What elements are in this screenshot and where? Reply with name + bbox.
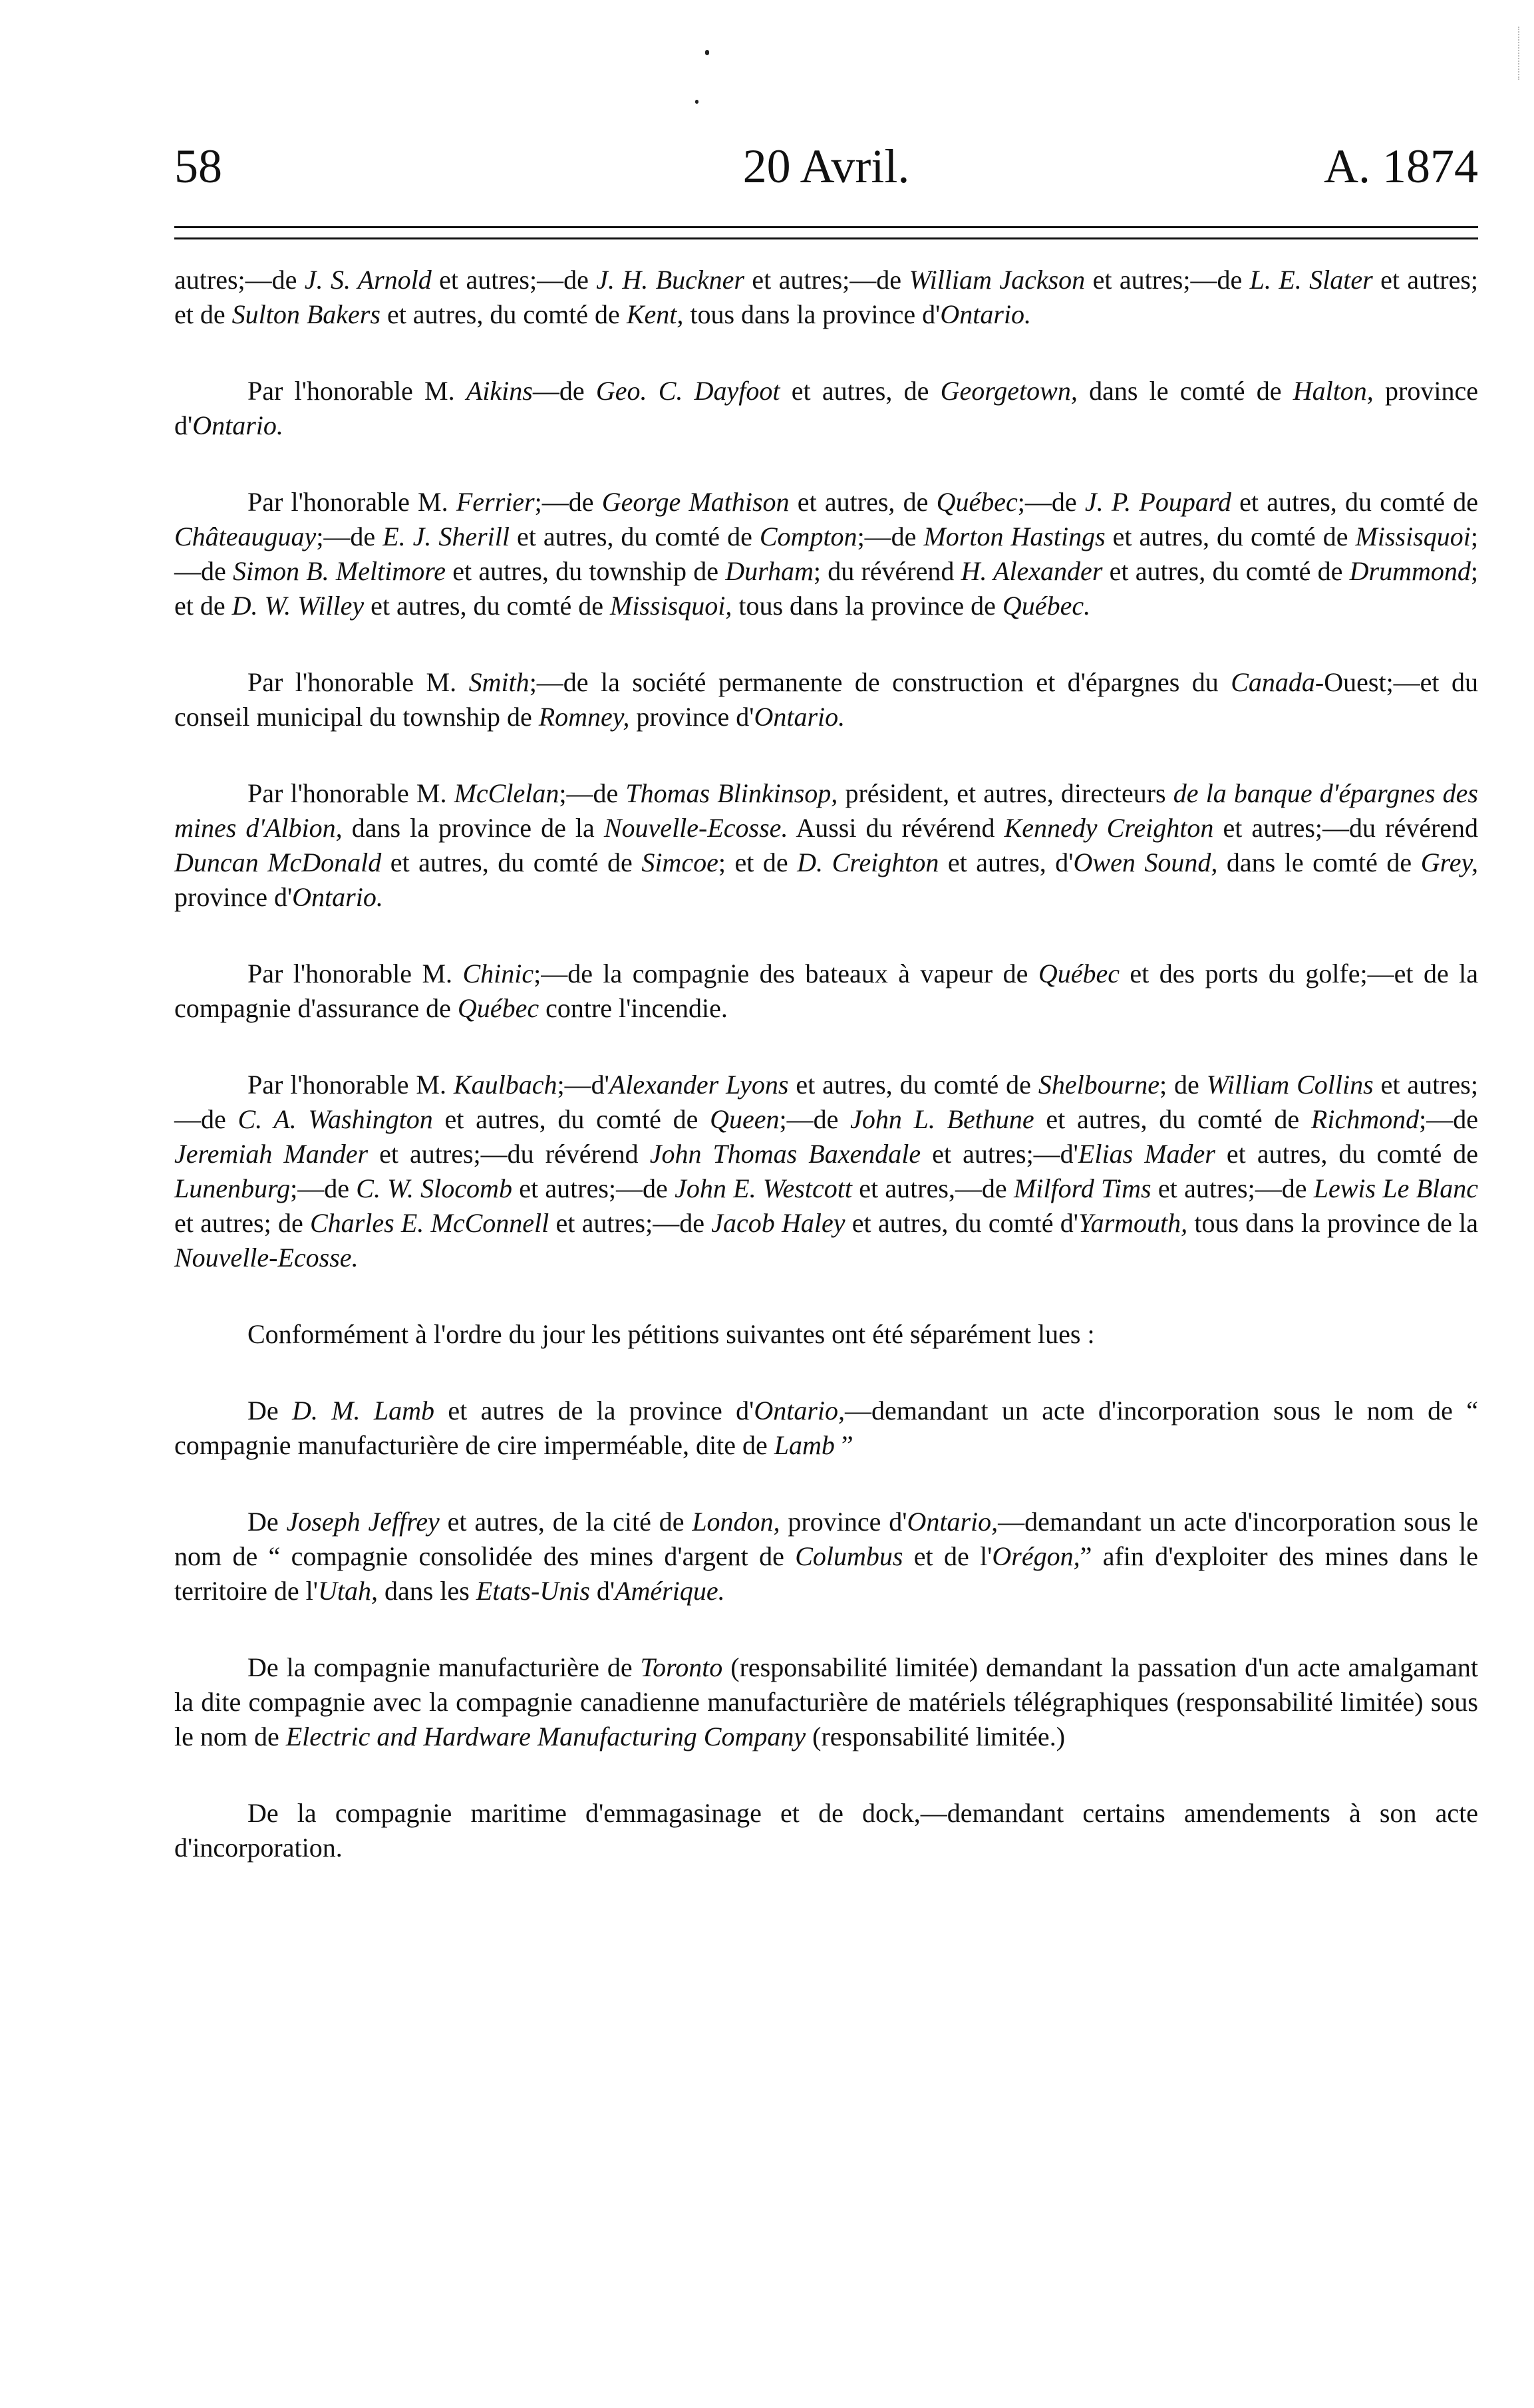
italic-text: J. P. Poupard: [1084, 487, 1231, 517]
print-speck: [695, 100, 698, 104]
italic-text: Duncan McDonald: [174, 847, 382, 877]
italic-text: Châteauguay: [174, 522, 317, 551]
italic-text: Ferrier: [456, 487, 535, 517]
paragraph: [174, 957, 1478, 1026]
text-run: ;—d': [557, 1070, 609, 1100]
text-run: (responsabilité limitée) demandant la passation d'un acte amalgamant la dite compagnie avec la compagnie canadienne manufacturière de matériels télégraphiques (responsabilité limitée) sous le nom de: [174, 1652, 1478, 1751]
paragraph: [174, 1394, 1478, 1463]
italic-text: John Thomas Baxendale: [649, 1139, 921, 1169]
italic-text: Smith: [468, 667, 530, 697]
text-run: et autres de la province d': [434, 1396, 754, 1426]
italic-text: D. Creighton: [797, 847, 939, 877]
italic-text: Columbus: [795, 1541, 903, 1571]
italic-text: Simon B. Meltimore: [233, 556, 446, 586]
margin-marks: [1518, 27, 1527, 80]
page-date: 20 Avril.: [742, 140, 910, 193]
paragraph: [174, 1505, 1478, 1608]
italic-text: Lunenburg: [174, 1173, 291, 1203]
text-run: —demandant un acte d'incorporation sous le nom de “ compagnie manufacturière de cire imperméable, dite de: [174, 1396, 1478, 1460]
italic-text: J. S. Arnold: [304, 265, 432, 295]
italic-text: Lewis Le Blanc: [1313, 1173, 1479, 1203]
italic-text: D. W. Willey: [231, 591, 365, 621]
text-run: et autres;—du révérend: [368, 1139, 650, 1169]
text-run: De la compagnie maritime d'emmagasinage et de dock,—demandant certains amendements à son acte d'incorporation.: [174, 1798, 1478, 1863]
italic-text: McClelan: [454, 778, 559, 808]
italic-text: Compton: [759, 522, 857, 551]
italic-text: Richmond: [1310, 1104, 1420, 1134]
text-run: ;—de: [290, 1173, 357, 1203]
text-run: tous dans la province de la: [1187, 1208, 1478, 1238]
italic-text: Charles E. McConnell: [309, 1208, 549, 1238]
text-run: Conformément à l'ordre du jour les pétitions suivantes ont été séparément lues :: [247, 1319, 1095, 1349]
text-run: dans le comté de: [1217, 847, 1421, 877]
text-run: et autres, du comté de: [380, 299, 627, 329]
print-speck: [705, 50, 709, 55]
italic-text: Sulton Bakers: [231, 299, 381, 329]
text-run: et autres, du comté de: [1034, 1104, 1311, 1134]
italic-text: H. Alexander: [961, 556, 1103, 586]
text-run: ; et de: [174, 556, 1479, 621]
italic-text: Aikins: [466, 376, 533, 406]
text-run: De: [247, 1396, 292, 1426]
italic-text: Jacob Haley: [711, 1208, 845, 1238]
italic-text: Kaulbach: [453, 1070, 557, 1100]
italic-text: George Mathison: [601, 487, 790, 517]
paragraph: [174, 1317, 1478, 1352]
italic-text: Utah,: [318, 1576, 378, 1606]
italic-text: Alexander Lyons: [609, 1070, 789, 1100]
text-run: ;—de: [534, 487, 602, 517]
italic-text: Shelbourne: [1038, 1070, 1159, 1100]
text-run: Aussi du révérend: [788, 813, 1004, 843]
text-run: ;—de: [559, 778, 626, 808]
text-run: Par l'honorable M.: [247, 667, 469, 697]
italic-text: de la banque d'épargnes des mines d'Albion,: [174, 778, 1478, 843]
text-run: et autres;—de: [431, 265, 597, 295]
italic-text: Etats-Unis: [476, 1576, 590, 1606]
italic-text: Ontario,: [907, 1507, 998, 1537]
text-run: et autres, du comté de: [1102, 556, 1350, 586]
text-run: —de: [532, 376, 596, 406]
italic-text: Milford Tims: [1013, 1173, 1151, 1203]
italic-text: Ontario,: [754, 1396, 845, 1426]
text-run: et autres, de la cité de: [439, 1507, 692, 1537]
page-header: [174, 136, 1478, 196]
paragraph: [174, 485, 1478, 623]
text-run: Par l'honorable M.: [247, 778, 454, 808]
italic-text: Ontario.: [754, 702, 845, 732]
italic-text: E. J. Sherill: [383, 522, 510, 551]
text-run: et autres;—de: [174, 1070, 1478, 1134]
italic-text: Kent,: [626, 299, 684, 329]
italic-text: London,: [692, 1507, 780, 1537]
text-run: dans la province de la: [342, 813, 604, 843]
italic-text: Jeremiah Mander: [174, 1139, 369, 1169]
paragraph: [174, 263, 1478, 332]
italic-text: Missisquoi,: [610, 591, 732, 621]
text-run: -Ouest;—et du conseil municipal du township de: [174, 667, 1479, 732]
text-run: et autres, du comté de: [432, 1104, 710, 1134]
italic-text: Electric and Hardware Manufacturing Company: [285, 1722, 806, 1751]
text-run: président, et autres, directeurs: [838, 778, 1173, 808]
paragraph: [174, 665, 1478, 734]
text-run: ; de: [1159, 1070, 1207, 1100]
header-double-rule: [174, 226, 1478, 239]
text-run: (responsabilité limitée.): [806, 1722, 1066, 1751]
paragraph: [174, 1796, 1478, 1865]
italic-text: John L. Bethune: [850, 1104, 1034, 1134]
italic-text: Halton,: [1293, 376, 1374, 406]
text-run: Par l'honorable M.: [247, 376, 466, 406]
text-run: et autres, du comté de: [788, 1070, 1038, 1100]
text-run: d': [589, 1576, 615, 1606]
text-run: et autres; de: [174, 1208, 310, 1238]
paragraph: [174, 776, 1478, 915]
italic-text: Ontario.: [940, 299, 1032, 329]
text-run: ” afin d'exploiter des mines dans le territoire de l': [174, 1541, 1478, 1606]
italic-text: L. E. Slater: [1249, 265, 1373, 295]
italic-text: J. H. Buckner: [596, 265, 744, 295]
text-run: et autres;—de: [512, 1173, 675, 1203]
italic-text: Owen Sound,: [1073, 847, 1218, 877]
italic-text: Missisquoi: [1355, 522, 1471, 551]
italic-text: Joseph Jeffrey: [286, 1507, 440, 1537]
text-run: et autres, de: [789, 487, 937, 517]
italic-text: Québec: [936, 487, 1018, 517]
italic-text: D. M. Lamb: [292, 1396, 435, 1426]
text-run: dans les: [378, 1576, 476, 1606]
italic-text: Georgetown,: [940, 376, 1078, 406]
italic-text: Durham: [725, 556, 814, 586]
text-run: et autres;—de: [549, 1208, 712, 1238]
paragraph: [174, 1650, 1478, 1754]
italic-text: Orégon,: [992, 1541, 1080, 1571]
page-body: [174, 263, 1478, 1907]
text-run: ”: [834, 1430, 853, 1460]
text-run: ;—de: [857, 522, 924, 551]
italic-text: Morton Hastings: [923, 522, 1106, 551]
text-run: et autres, d': [939, 847, 1074, 877]
text-run: ;—de: [174, 522, 1479, 586]
italic-text: Grey,: [1420, 847, 1478, 877]
text-run: ;—de la société permanente de construction et d'épargnes du: [529, 667, 1231, 697]
italic-text: William Jackson: [909, 265, 1086, 295]
text-run: et autres, du comté de: [1215, 1139, 1479, 1169]
italic-text: Queen: [710, 1104, 780, 1134]
italic-text: Ontario.: [192, 410, 283, 440]
text-run: et autres;—du révérend: [1213, 813, 1479, 843]
italic-text: C. A. Washington: [237, 1104, 433, 1134]
text-run: Par l'honorable M.: [247, 959, 463, 988]
text-run: Par l'honorable M.: [247, 1070, 454, 1100]
text-run: tous dans la province de: [732, 591, 1002, 621]
text-run: et autres,—de: [851, 1173, 1014, 1203]
text-run: et autres, du comté de: [364, 591, 610, 621]
text-run: et autres; et de: [174, 265, 1479, 329]
text-run: et autres;—de: [744, 265, 909, 295]
text-run: province d': [174, 376, 1478, 440]
text-run: De: [247, 1507, 287, 1537]
italic-text: Nouvelle-Ecosse.: [603, 813, 788, 843]
italic-text: C. W. Slocomb: [356, 1173, 512, 1203]
italic-text: Elias Mader: [1078, 1139, 1215, 1169]
text-run: province d': [174, 882, 293, 912]
text-run: province d': [629, 702, 754, 732]
text-run: —demandant un acte d'incorporation sous le nom de “ compagnie consolidée des mines d'argent de: [174, 1507, 1478, 1571]
text-run: et de l': [903, 1541, 993, 1571]
text-run: et autres, du comté de: [1105, 522, 1356, 551]
text-run: et des ports du golfe;—et de la compagnie d'assurance de: [174, 959, 1478, 1023]
italic-text: Ontario.: [292, 882, 383, 912]
italic-text: Québec.: [1002, 591, 1091, 621]
text-run: province d': [780, 1507, 907, 1537]
text-run: ;—de: [316, 522, 383, 551]
italic-text: Amérique.: [615, 1576, 725, 1606]
text-run: et autres, de: [780, 376, 941, 406]
text-run: et autres, du comté de: [510, 522, 760, 551]
text-run: De la compagnie manufacturière de: [247, 1652, 641, 1682]
text-run: ;—de la compagnie des bateaux à vapeur de: [534, 959, 1038, 988]
italic-text: Québec: [457, 993, 539, 1023]
text-run: ;—de: [779, 1104, 851, 1134]
text-run: et autres;—de: [1085, 265, 1250, 295]
italic-text: Drummond: [1349, 556, 1471, 586]
text-run: et autres;—d': [921, 1139, 1078, 1169]
page-year: A. 1874: [1324, 140, 1478, 193]
paragraph: [174, 374, 1478, 443]
text-run: et autres, du comté d': [845, 1208, 1078, 1238]
italic-text: Simcoe: [641, 847, 718, 877]
italic-text: John E. Westcott: [675, 1173, 852, 1203]
italic-text: Romney,: [538, 702, 630, 732]
italic-text: Nouvelle-Ecosse.: [174, 1243, 359, 1273]
page-number: 58: [174, 140, 222, 193]
text-run: et autres;—de: [1151, 1173, 1314, 1203]
italic-text: William Collins: [1206, 1070, 1374, 1100]
italic-text: Chinic: [462, 959, 534, 988]
text-run: et autres, du township de: [446, 556, 726, 586]
italic-text: Geo. C. Dayfoot: [595, 376, 780, 406]
italic-text: Yarmouth,: [1078, 1208, 1188, 1238]
italic-text: Lamb: [774, 1430, 835, 1460]
text-run: et autres, du comté de: [1231, 487, 1478, 517]
text-run: tous dans la province d': [683, 299, 941, 329]
italic-text: Québec: [1038, 959, 1120, 988]
text-run: ;—de: [1017, 487, 1085, 517]
text-run: ;—de: [1419, 1104, 1478, 1134]
text-run: contre l'incendie.: [539, 993, 728, 1023]
italic-text: Canada: [1231, 667, 1315, 697]
text-run: ; et de: [718, 847, 798, 877]
paragraph: [174, 1068, 1478, 1275]
text-run: ; du révérend: [813, 556, 961, 586]
italic-text: Thomas Blinkinsop,: [625, 778, 838, 808]
text-run: autres;—de: [174, 265, 305, 295]
italic-text: Toronto: [640, 1652, 723, 1682]
text-run: dans le comté de: [1077, 376, 1293, 406]
text-run: et autres, du comté de: [381, 847, 642, 877]
italic-text: Kennedy Creighton: [1004, 813, 1214, 843]
text-run: Par l'honorable M.: [247, 487, 456, 517]
